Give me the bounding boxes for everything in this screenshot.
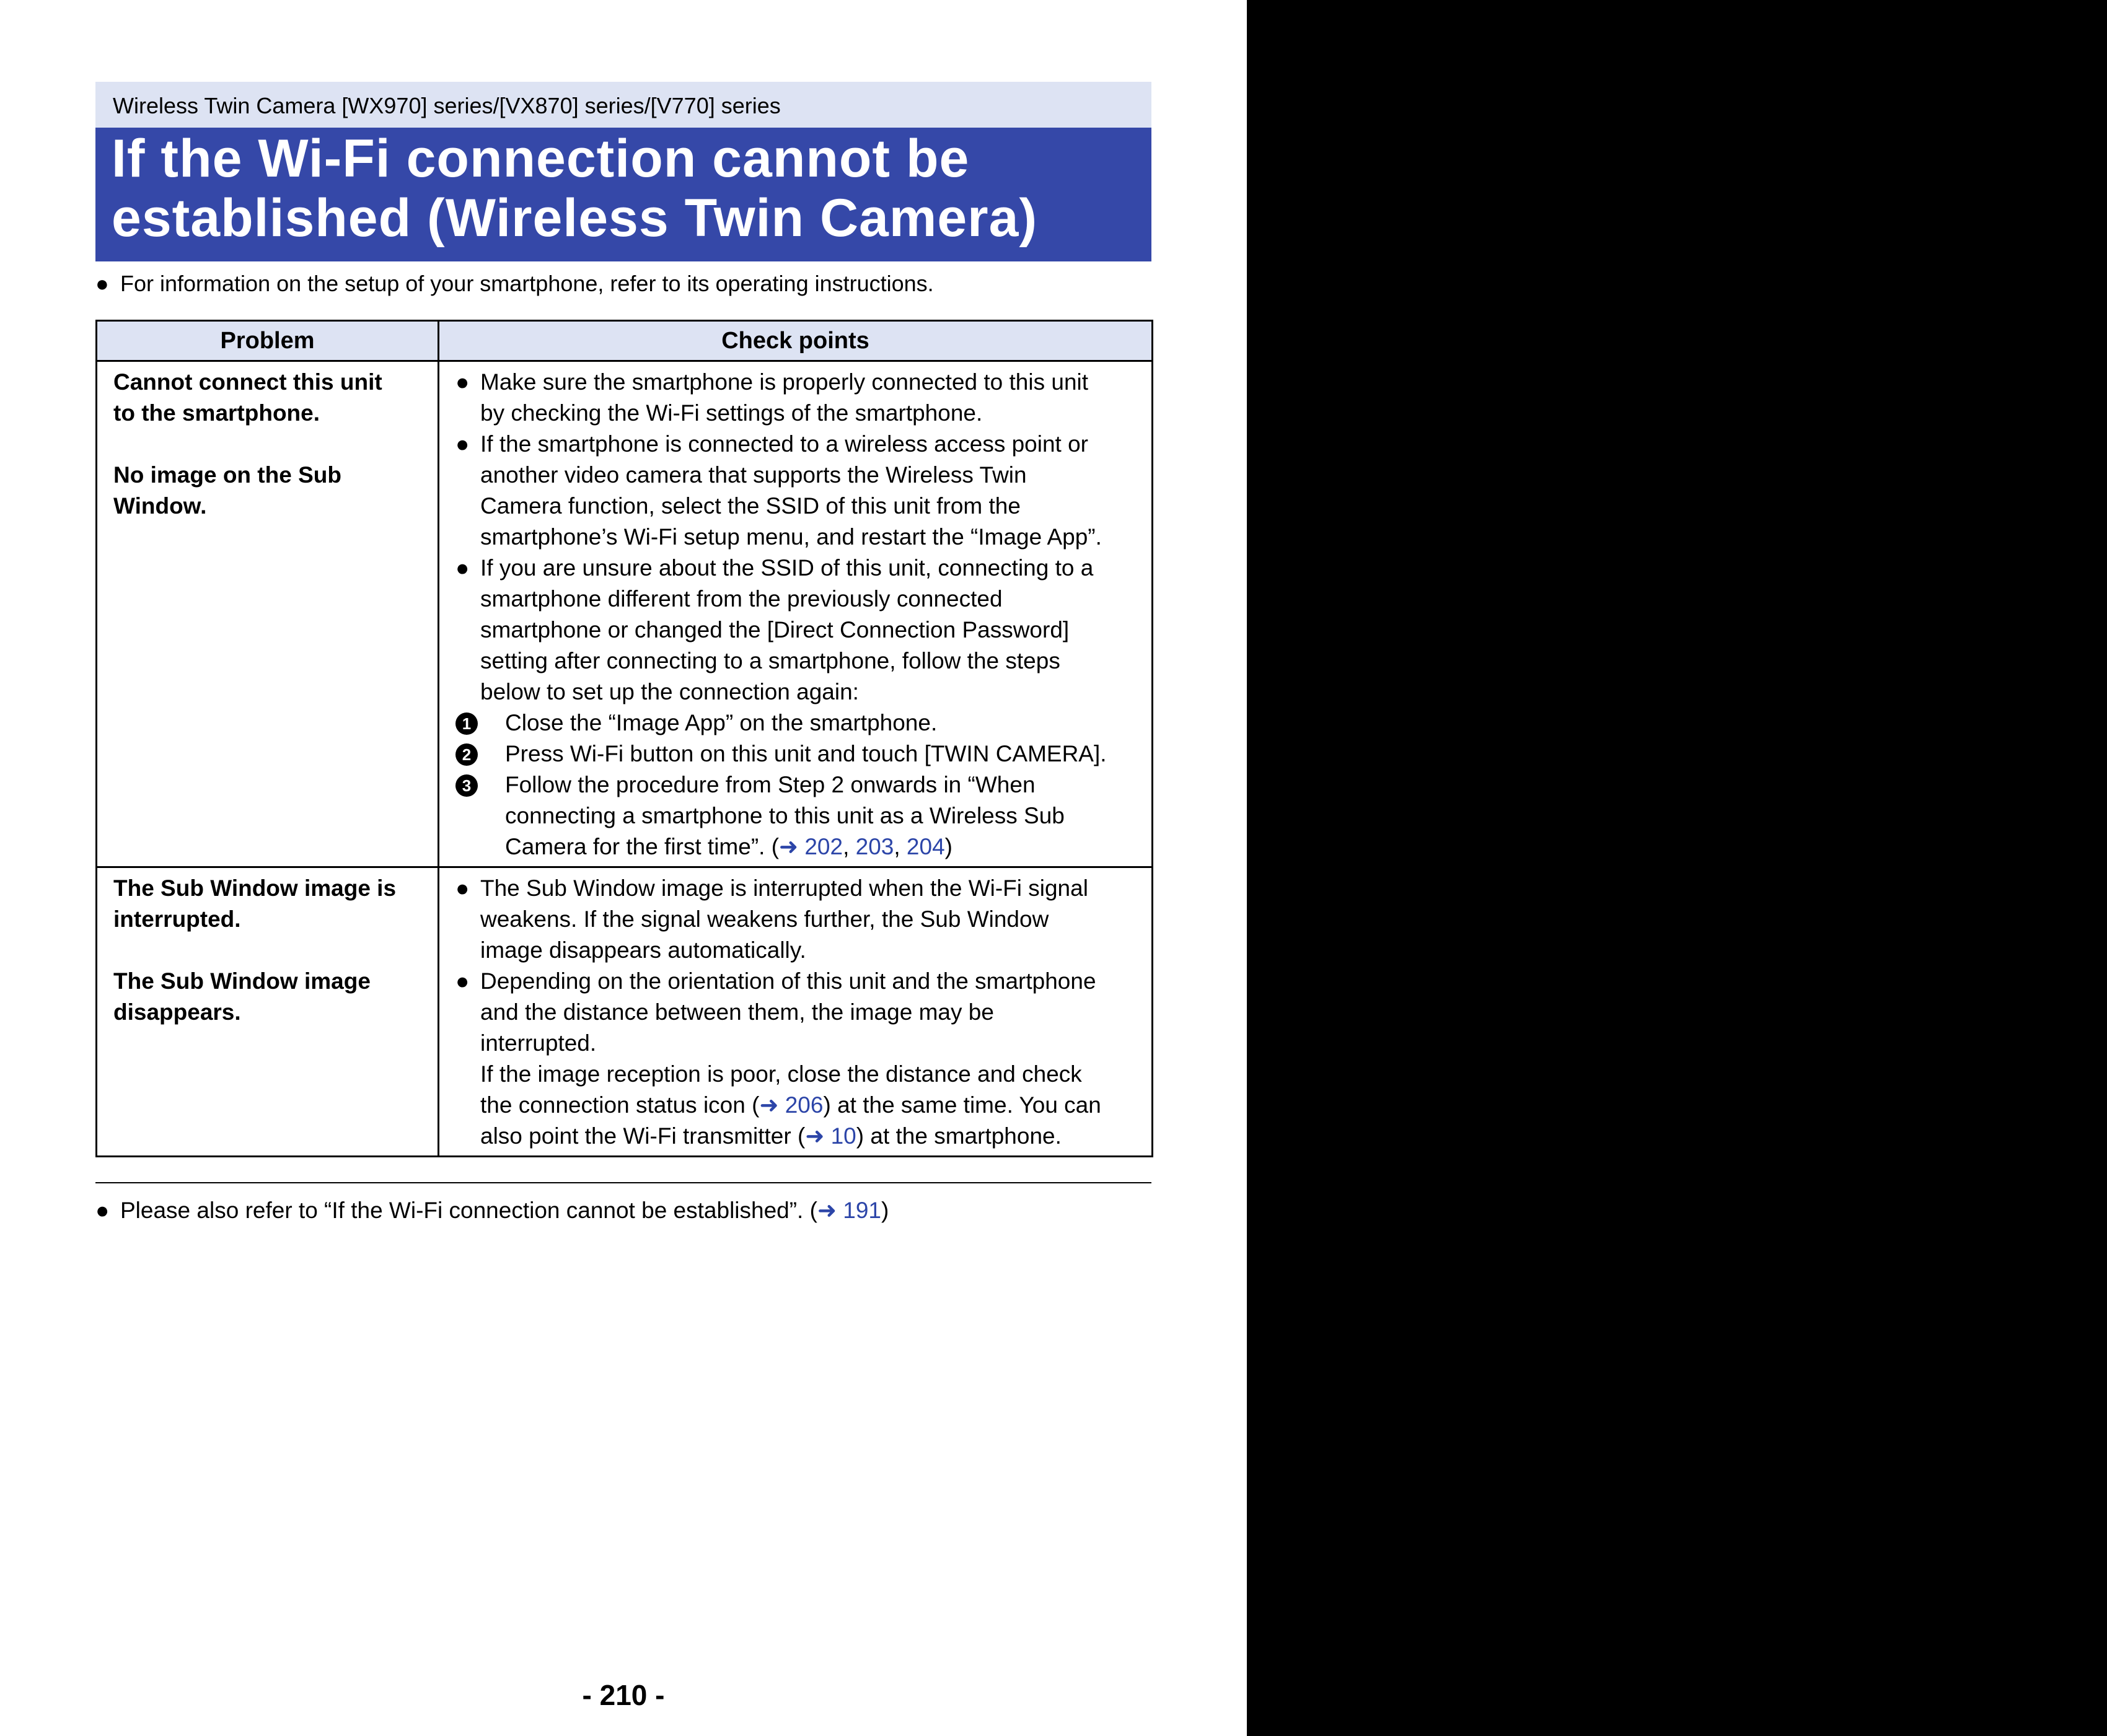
problem-cell (97, 361, 439, 867)
problem-line: interrupted. (113, 906, 241, 932)
step-3 (455, 769, 1145, 862)
arrow-right-icon: ➜ (817, 1198, 837, 1223)
check-line: also point the Wi-Fi transmitter ( (480, 1123, 806, 1149)
table-row (97, 867, 1153, 1157)
problem-line: disappears. (113, 999, 241, 1025)
step-2 (455, 739, 1145, 769)
page-title-line-2: established (Wireless Twin Camera) (112, 188, 1038, 248)
bullet-icon: ● (455, 431, 470, 457)
check-line: ) at the same time. You can (823, 1092, 1101, 1118)
intro-text: For information on the setup of your smartphone, refer to its operating instructions. (120, 271, 934, 296)
footer-note-text: Please also refer to “If the Wi-Fi connection cannot be established”. ( (120, 1198, 817, 1223)
problem-line: to the smartphone. (113, 400, 320, 426)
check-line: Camera function, select the SSID of this unit from the (480, 493, 1021, 519)
header-problem: Problem (97, 321, 439, 361)
problem-cell (97, 867, 439, 1157)
check-line: weakens. If the signal weakens further, the Sub Window (480, 906, 1049, 932)
arrow-right-icon: ➜ (779, 834, 799, 859)
step-number-wrap (455, 769, 505, 862)
check-line: If you are unsure about the SSID of this unit, connecting to a (480, 555, 1094, 581)
step-line-suffix: ) (944, 834, 952, 859)
page-title (95, 128, 1151, 261)
check-point-text (480, 429, 1145, 553)
breadcrumb: Wireless Twin Camera [WX970] series/[VX870] series/[V770] series (95, 82, 1151, 128)
step-text: Press Wi-Fi button on this unit and touch [TWIN CAMERA]. (505, 741, 1107, 766)
check-points-cell (439, 867, 1153, 1157)
problem-text (113, 367, 431, 429)
step-line: Camera for the first time”. ( (505, 834, 780, 859)
check-line: and the distance between them, the image may be (480, 999, 994, 1025)
table-header-row (97, 321, 1153, 361)
step-text: Follow the procedure from Step 2 onwards in “When connecting a smartphone to this unit as a Wireless Sub Camera for the first time”. (➜ 202, 203, 204) (505, 772, 1065, 859)
check-point-text (480, 367, 1145, 429)
problem-text (113, 873, 431, 935)
check-line: the connection status icon ( (480, 1092, 760, 1118)
page-link-191[interactable]: 191 (843, 1198, 881, 1223)
page-link-202[interactable]: 202 (804, 834, 843, 859)
problem-line: Window. (113, 493, 207, 519)
check-line: by checking the Wi-Fi settings of the smartphone. (480, 400, 983, 426)
page-link-204[interactable]: 204 (906, 834, 945, 859)
check-point (455, 429, 1145, 553)
problem-line: The Sub Window image is (113, 875, 397, 901)
bullet-icon: ● (95, 271, 109, 296)
check-point (455, 367, 1145, 429)
step-number-3-icon: 3 (455, 774, 478, 797)
problem-line: No image on the Sub (113, 462, 341, 488)
header-check-points: Check points (439, 321, 1153, 361)
step-text: Close the “Image App” on the smartphone. (505, 710, 938, 735)
check-line: smartphone or changed the [Direct Connection Password] (480, 617, 1070, 642)
step-number-1-icon: 1 (455, 712, 478, 735)
check-line: ) at the smartphone. (856, 1123, 1062, 1149)
check-line: smartphone’s Wi-Fi setup menu, and restart the “Image App”. (480, 524, 1102, 550)
page-number: - 210 - (582, 1679, 665, 1711)
footer-note-suffix: ) (881, 1198, 889, 1223)
divider (95, 1182, 1151, 1183)
check-point (455, 553, 1145, 708)
check-line: setting after connecting to a smartphone, follow the steps (480, 648, 1060, 673)
check-point (455, 966, 1145, 1152)
bullet-icon: ● (455, 555, 470, 581)
page-link-10[interactable]: 10 (830, 1123, 856, 1149)
check-point-text (480, 553, 1145, 708)
check-line: image disappears automatically. (480, 937, 806, 963)
problem-line: Cannot connect this unit (113, 369, 382, 395)
intro-note (95, 269, 934, 299)
check-line: If the image reception is poor, close the distance and check (480, 1061, 1082, 1087)
table-row (97, 361, 1153, 867)
step-line: Follow the procedure from Step 2 onwards in “When (505, 772, 1036, 797)
problem-text (113, 460, 431, 522)
check-point (455, 873, 1145, 966)
check-line: Depending on the orientation of this unit and the smartphone (480, 968, 1096, 994)
step-number-2-icon: 2 (455, 743, 478, 766)
check-line: If the smartphone is connected to a wireless access point or (480, 431, 1089, 457)
troubleshooting-table (95, 320, 1153, 1157)
step-1 (455, 708, 1145, 739)
check-line: interrupted. (480, 1030, 597, 1056)
check-points-cell (439, 361, 1153, 867)
page-link-203[interactable]: 203 (855, 834, 894, 859)
check-point-text (480, 966, 1145, 1152)
footer-note (95, 1196, 889, 1225)
arrow-right-icon: ➜ (805, 1123, 825, 1149)
page-title-line-1: If the Wi-Fi connection cannot be (112, 129, 970, 188)
arrow-right-icon: ➜ (759, 1092, 779, 1118)
page-link-206[interactable]: 206 (785, 1092, 824, 1118)
step-number-wrap (455, 708, 505, 739)
bullet-icon: ● (455, 968, 470, 994)
bullet-icon: ● (455, 369, 470, 395)
check-line: smartphone different from the previously connected (480, 586, 1003, 612)
bullet-icon: ● (455, 875, 470, 901)
check-line: below to set up the connection again: (480, 679, 859, 704)
check-line: Make sure the smartphone is properly connected to this unit (480, 369, 1089, 395)
check-point-text (480, 873, 1145, 966)
step-line: connecting a smartphone to this unit as a Wireless Sub (505, 803, 1065, 828)
check-line: another video camera that supports the Wireless Twin (480, 462, 1027, 488)
bullet-icon: ● (95, 1198, 110, 1223)
problem-line: The Sub Window image (113, 968, 371, 994)
check-line: The Sub Window image is interrupted when the Wi-Fi signal (480, 875, 1088, 901)
problem-text (113, 966, 431, 1028)
step-number-wrap (455, 739, 505, 769)
